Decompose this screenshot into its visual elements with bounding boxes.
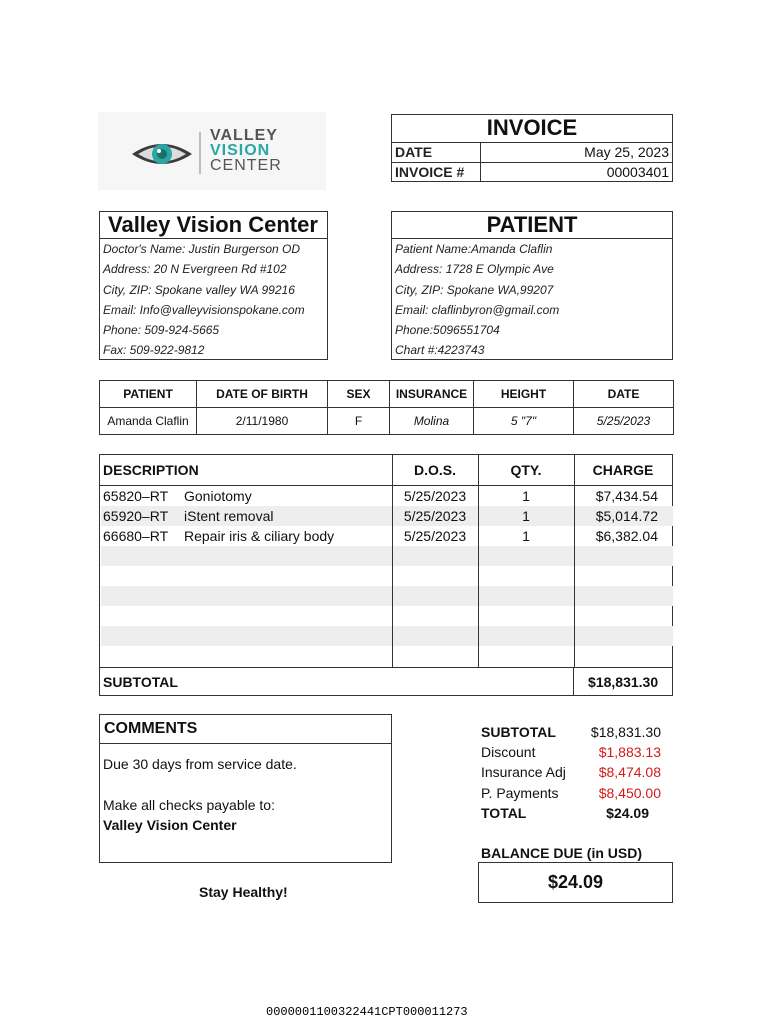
totals-discount-label: Discount xyxy=(481,744,536,761)
line-items-table xyxy=(99,454,673,696)
invoice-date-row xyxy=(392,143,672,163)
balance-due-label: BALANCE DUE (in USD) xyxy=(481,845,642,861)
header-sex: SEX xyxy=(328,381,390,408)
balance-due-amount: $24.09 xyxy=(478,862,673,903)
totals-subtotal-value: $18,831.30 xyxy=(590,724,661,740)
totals-subtotal-label: SUBTOTAL xyxy=(481,724,556,740)
provider-city: City, ZIP: Spokane valley WA 99216 xyxy=(103,282,295,297)
invoice-number-row xyxy=(392,163,672,182)
patient-title: PATIENT xyxy=(392,212,672,239)
totals-payments-value: $8,450.00 xyxy=(598,784,661,801)
value-date: 5/25/2023 xyxy=(574,408,674,435)
comment-payee: Valley Vision Center xyxy=(103,817,237,833)
patient-chart: Chart #:4223743 xyxy=(395,343,485,358)
item-dos: 5/25/2023 xyxy=(403,528,467,544)
comments-body xyxy=(100,744,391,835)
totals-discount-value: $1,883.13 xyxy=(598,744,661,761)
item-dos: 5/25/2023 xyxy=(403,488,467,504)
invoice-header-box xyxy=(391,114,673,182)
totals-payments-label: P. Payments xyxy=(481,784,559,801)
line-item-row xyxy=(100,526,672,546)
header-date: DATE xyxy=(574,381,674,408)
provider-fax: Fax: 509-922-9812 xyxy=(103,343,205,358)
item-description: iStent removal xyxy=(184,508,274,524)
line-item-row xyxy=(100,506,672,526)
value-dob: 2/11/1980 xyxy=(197,408,328,435)
invoice-number-value: 00003401 xyxy=(606,164,669,180)
provider-doctor: Doctor's Name: Justin Burgerson OD xyxy=(103,242,301,256)
item-code: 66680–RT xyxy=(103,528,169,544)
comment-payable: Make all checks payable to: xyxy=(103,797,275,813)
comment-due: Due 30 days from service date. xyxy=(103,756,297,772)
totals-insurance-value: $8,474.08 xyxy=(598,764,661,781)
row-stripe xyxy=(101,546,673,566)
stay-healthy-message: Stay Healthy! xyxy=(199,884,288,900)
subtotal-value: $18,831.30 xyxy=(573,668,672,696)
subtotal-label: SUBTOTAL xyxy=(103,674,178,690)
item-description: Repair iris & ciliary body xyxy=(184,528,335,544)
header-description: DESCRIPTION xyxy=(103,462,199,478)
line-items-header xyxy=(100,455,672,486)
eye-icon xyxy=(130,140,194,168)
totals-total-row xyxy=(481,803,671,823)
invoice-number-label: INVOICE # xyxy=(392,163,481,182)
value-insurance: Molina xyxy=(390,408,474,435)
clinic-logo xyxy=(98,112,326,190)
invoice-date-label: DATE xyxy=(392,143,481,162)
provider-phone: Phone: 509-924-5665 xyxy=(103,323,220,338)
patient-box xyxy=(391,211,673,360)
header-dob: DATE OF BIRTH xyxy=(197,381,328,408)
totals-total-value: $24.09 xyxy=(606,804,649,821)
comments-box xyxy=(99,714,392,863)
totals-total-label: TOTAL xyxy=(481,804,527,821)
logo-line-3: CENTER xyxy=(210,157,282,174)
item-code: 65820–RT xyxy=(103,488,169,504)
header-insurance: INSURANCE xyxy=(390,381,474,408)
header-qty: QTY. xyxy=(510,462,542,478)
logo-divider xyxy=(199,132,201,174)
row-stripe xyxy=(101,626,673,646)
patient-info-table xyxy=(99,380,674,435)
item-qty: 1 xyxy=(522,508,530,524)
patient-email: Email: claflinbyron@gmail.com xyxy=(395,302,560,317)
value-patient: Amanda Claflin xyxy=(100,408,197,435)
provider-title: Valley Vision Center xyxy=(100,212,327,239)
item-code: 65920–RT xyxy=(103,508,169,524)
provider-box xyxy=(99,211,328,360)
totals-insurance-label: Insurance Adj xyxy=(481,764,566,781)
logo-line-2: VISION xyxy=(210,142,271,159)
totals-insurance-row xyxy=(481,762,671,782)
patient-address: Address: 1728 E Olympic Ave xyxy=(395,262,554,277)
item-charge: $5,014.72 xyxy=(595,508,658,524)
invoice-title: INVOICE xyxy=(392,115,672,143)
comments-title: COMMENTS xyxy=(100,715,391,744)
patient-info-value-row xyxy=(100,408,674,435)
provider-address: Address: 20 N Evergreen Rd #102 xyxy=(103,262,287,277)
item-description: Goniotomy xyxy=(184,488,252,504)
document-code: 0000001100322441CPT000011273 xyxy=(266,1005,468,1019)
value-height: 5 "7" xyxy=(474,408,574,435)
item-qty: 1 xyxy=(522,488,530,504)
row-stripe xyxy=(101,586,673,606)
item-charge: $7,434.54 xyxy=(595,488,658,504)
totals-payments-row xyxy=(481,783,671,803)
totals-subtotal-row xyxy=(481,722,671,742)
value-sex: F xyxy=(328,408,390,435)
header-patient: PATIENT xyxy=(100,381,197,408)
item-charge: $6,382.04 xyxy=(595,528,658,544)
header-dos: D.O.S. xyxy=(413,462,456,478)
line-item-row xyxy=(100,486,672,506)
totals-summary xyxy=(481,722,671,823)
patient-city: City, ZIP: Spokane WA,99207 xyxy=(395,282,554,297)
header-charge: CHARGE xyxy=(592,462,654,478)
patient-name: Patient Name:Amanda Claflin xyxy=(395,242,553,256)
patient-phone: Phone:5096551704 xyxy=(395,323,500,338)
patient-info-header-row xyxy=(100,381,674,408)
provider-email: Email: Info@valleyvisionspokane.com xyxy=(103,302,305,317)
item-qty: 1 xyxy=(522,528,530,544)
logo-wordmark xyxy=(210,128,282,173)
totals-discount-row xyxy=(481,742,671,762)
invoice-date-value: May 25, 2023 xyxy=(584,144,669,160)
header-height: HEIGHT xyxy=(474,381,574,408)
item-dos: 5/25/2023 xyxy=(403,508,467,524)
logo-line-1: VALLEY xyxy=(210,127,278,144)
line-items-subtotal-row xyxy=(100,667,672,696)
